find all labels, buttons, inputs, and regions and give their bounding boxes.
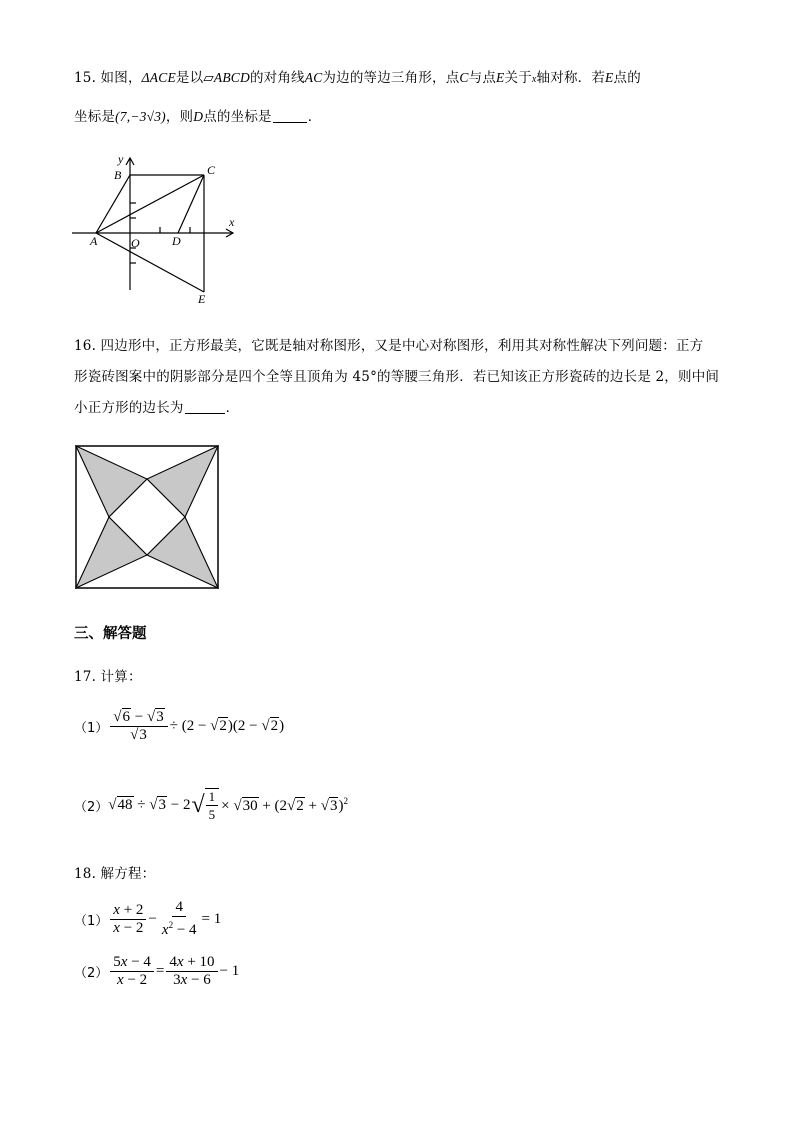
q17-part1: （1） $\frac{√6 - √3}{√3}$ ÷ (2 − √2)(2 − √2)	[74, 709, 285, 743]
q17-title: 17. 计算：	[74, 669, 142, 685]
segment-AE	[96, 233, 204, 292]
segment-AC	[96, 175, 204, 233]
q15-line1: 15. 如图，ΔACE是以▱ABCD的对角线AC为边的等边三角形，点C与点E关于x轴对称．若E点的	[74, 70, 641, 86]
q16-line1: 16. 四边形中，正方形最美，它既是轴对称图形，又是中心对称图形，利用其对称性解决下列问题：正方	[74, 338, 704, 354]
answer-blank	[273, 109, 307, 123]
label-A: A	[90, 234, 98, 248]
q17-part2: （2） √48 ÷ √3 − 2 √ $\frac{1}{5}$ × $√30 + (2√2 + √3)^2$	[74, 789, 348, 822]
q18-title: 18. 解方程：	[74, 866, 156, 882]
parallelogram-symbol: ▱	[203, 70, 214, 85]
q15-figure	[70, 150, 250, 310]
q16-line2: 形瓷砖图案中的阴影部分是四个全等且顶角为 45°的等腰三角形．若已知该正方形瓷砖的边长是 2，则中间	[74, 369, 720, 385]
label-y: y	[118, 152, 124, 166]
q18-part1: （1） $\frac{x + 2}{x - 2}$ − $\frac{4}{x^2 - 4}$ = 1	[74, 899, 222, 938]
answer-blank	[185, 400, 225, 414]
q16-tile-figure	[74, 444, 220, 590]
label-C: C	[207, 163, 216, 177]
label-D: D	[172, 234, 181, 248]
label-B: B	[114, 168, 122, 182]
label-O: O	[131, 236, 140, 250]
q18-part2: （2） $\frac{5x - 4}{x - 2}$ = $\frac{4x + 10}{3x - 6}$ − 1	[74, 954, 240, 988]
section-3-title: 三、解答题	[74, 625, 147, 642]
q15-line2: 坐标是(7,−3√3)，则D点的坐标是 ．	[74, 109, 322, 125]
label-E: E	[198, 292, 206, 306]
segment-CD	[178, 175, 204, 233]
q16-line3: 小正方形的边长为 ．	[74, 400, 240, 416]
label-x: x	[229, 215, 235, 229]
